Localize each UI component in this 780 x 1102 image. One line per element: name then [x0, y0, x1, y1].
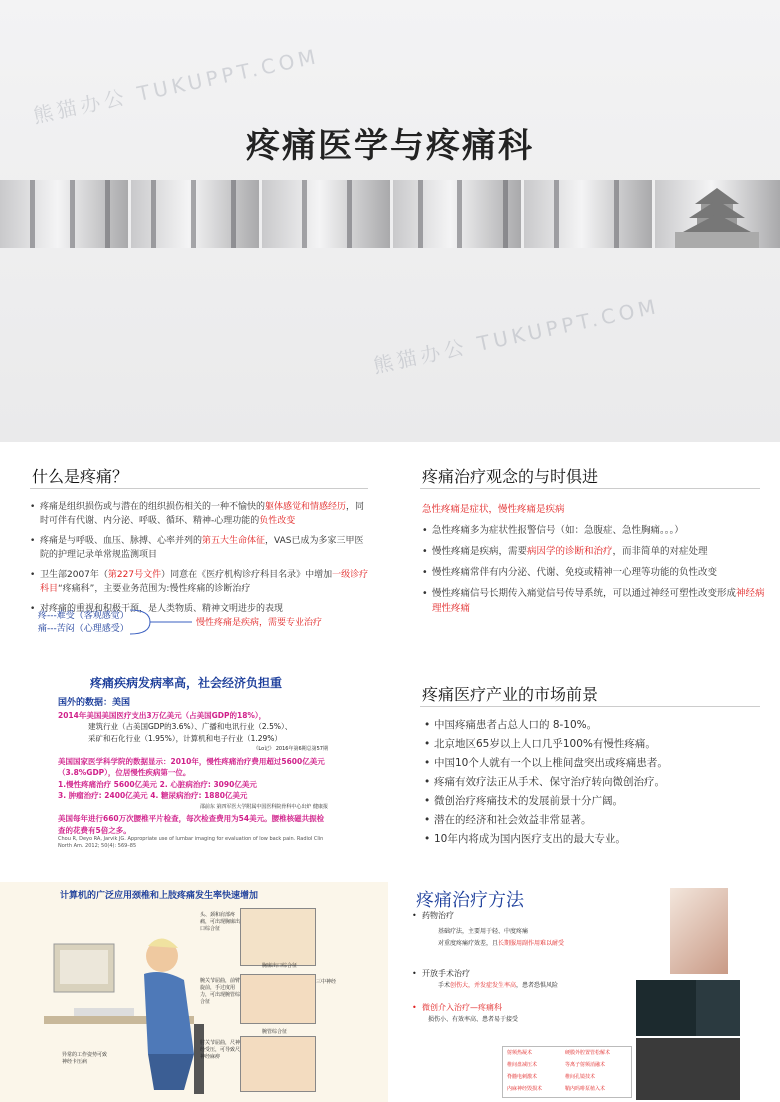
- xray-photo: [636, 980, 696, 1036]
- architecture-photo: [131, 180, 259, 248]
- spine-xray-photo: [636, 1038, 740, 1100]
- bracket-arrow-icon: [128, 608, 198, 638]
- slide-body: 急性疼痛是症状，慢性疼痛是疾病 • 急性疼痛多为症状性报警信号（如：急腹症、急性胸痛。。。） • 慢性疼痛是疾病，需要病因学的诊断和治疗，而非简单的对症处理 • 慢性疼痛常伴有内分泌、代谢、免疫或精神一心理等功能的负性改变 • 慢性疼痛信号长期传入痛觉信号传导系统，可以通过神经可塑性改变形成神经病理性疼痛: [422, 502, 770, 622]
- slide-treatment-methods: [392, 882, 780, 1102]
- slide-heading: 什么是疼痛？: [32, 467, 129, 486]
- caption: 异常的工作姿势可致神经卡压病: [62, 1052, 108, 1065]
- slide-economic-burden: [0, 664, 388, 880]
- slide-heading: 疼痛治疗方法: [416, 890, 524, 911]
- list-item: • 10年内将成为国内医疗支出的最大专业。: [424, 830, 764, 849]
- watermark: 熊猫办公 TUKUPPT.COM: [31, 43, 322, 129]
- caption: 肘关节屈曲，尺神经受压，可导致尺神经麻痹: [200, 1040, 241, 1060]
- slide-title: 疼痛医学与疼痛科: [246, 126, 534, 166]
- list-item: • 疼痛有效疗法正从手术、保守治疗转向微创治疗。: [424, 773, 764, 792]
- slide-body: • 药物治疗 基础疗法，主要用于轻、中度疼痛 对重度疼痛疗效差，且长期服用副作用难以耐受 • 开放手术治疗 手术创伤大，并发症发生率高，患者恐惧风险 • 微创介入治疗—疼痛科 损伤小、有效率高、患者易于接受: [412, 910, 642, 1026]
- slide-market-outlook: [392, 664, 780, 880]
- architecture-photo: [0, 180, 128, 248]
- list-item: • 微创治疗疼痛技术的发展前景十分广阔。: [424, 792, 764, 811]
- slide-treatment-concept: [392, 442, 780, 660]
- list-item: • 中国疼痛患者占总人口的 8-10%。: [424, 716, 764, 735]
- surgery-photo: [696, 980, 740, 1036]
- slide-computer-posture: [0, 882, 388, 1102]
- neck-diagram: [240, 908, 316, 966]
- architecture-photo: [524, 180, 652, 248]
- slide-body: • 疼痛是组织损伤或与潜在的组织损伤相关的一种不愉快的躯体感觉和情感经历，同时可伴有代谢、内分泌、呼吸、循环、精神-心理功能的负性改变 • 疼痛是与呼吸、血压、脉搏、心率并列的第五大生命体征，VAS已成为多家三甲医院的护理记录单常规监测项目 • 卫生部2007年（第227号文件）同意在《医疗机构诊疗科目名录》中增加一级诊疗科目“疼痛科”，主要业务范围为:慢性疼痛的诊断治疗 • 对疼痛的重视和积极干预，是人类物质、精神文明进步的表现: [30, 500, 372, 622]
- divider: [420, 488, 760, 489]
- slide-heading: 疼痛治疗观念的与时俱进: [422, 467, 599, 486]
- caption: 三中神经: [316, 979, 337, 985]
- divider: [30, 488, 368, 489]
- technique-table: 射频热凝术 硬膜外腔置管松解术 椎间盘减压术 等离子射频消融术 脊髓电刺激术 椎间孔镜技术 内麻神经毁损术 鞘内吗啡泵植入术: [502, 1046, 632, 1098]
- market-list: [424, 716, 764, 849]
- wrist-diagram: [240, 974, 316, 1024]
- temple-icon: [655, 180, 780, 248]
- slide-heading: 疼痛医疗产业的市场前景: [422, 685, 599, 704]
- caption: 腕管综合征: [262, 1029, 288, 1035]
- caption: 胸廓出口综合征: [262, 963, 298, 969]
- slide-heading: 计算机的广泛应用颈椎和上肢疼痛发生率快速增加: [60, 891, 259, 901]
- patient-photo: [670, 888, 728, 974]
- slide-what-is-pain: [0, 442, 388, 660]
- caption: 头、颈和肩部疼痛，可出现胸廓出口综合征: [200, 912, 241, 932]
- divider: [420, 706, 760, 707]
- posture-illustration: [44, 904, 224, 1100]
- slide-heading: 疼痛疾病发病率高，社会经济负担重: [90, 676, 283, 690]
- list-item: • 潜在的经济和社会效益非常显著。: [424, 811, 764, 830]
- conclusion-text: 慢性疼痛是疾病，需要专业治疗: [196, 618, 323, 628]
- watermark: 熊猫办公 TUKUPPT.COM: [371, 293, 662, 379]
- list-item: • 北京地区65岁以上人口几乎100%有慢性疼痛。: [424, 735, 764, 754]
- list-item: • 中国10个人就有一个以上椎间盘突出或疼痛患者。: [424, 754, 764, 773]
- title-slide: [0, 0, 780, 442]
- temple-photo: [655, 180, 780, 248]
- pain-definition-lines: 疼---难受（客观感觉） 痛---苦闷（心理感受）: [38, 611, 129, 634]
- elbow-diagram: [240, 1036, 316, 1092]
- architecture-photo: [262, 180, 390, 248]
- caption: 腕关节屈曲，前臂旋前，手过度用力，可出现腕管综合征: [200, 978, 241, 1005]
- architecture-photo: [393, 180, 521, 248]
- slide-body: 国外的数据：美国 2014年美国美国医疗支出3万亿美元（占美国GDP的18%）， 建筑行业（占美国GDP的3.6%）、广播和电讯行业（2.5%）、 采矿和石化行业（1.95%），计算机和电子行业（1.29%） 《Lo记》 2016年第6期总第57期 美国国家医学科学院的数据显示：2010年，慢性疼痛治疗费用超过5600亿美元（3.8%GDP），位居慢性疾病第一位。 1.慢性疼痛治疗 5600亿美元 2. 心脏病治疗: 3090亿美元 3. 肿瘤治疗: 2400亿美元 4. 糖尿病治疗: 1880亿美元 邵前东 第四军医大学附属中国医科院骨科中心出炉 健康报 美国每年进行660万次腰椎平片检查，每次检查费用为54美元。腰椎核磁共振检查的花费有5倍之多。 Chou R, Deyo RA, Jarvik JG. Appropriate use of lumbar imaging for evaluation of low back pain. Radiol Clin North Am. 2012; 50(4): 569–85: [58, 698, 328, 849]
